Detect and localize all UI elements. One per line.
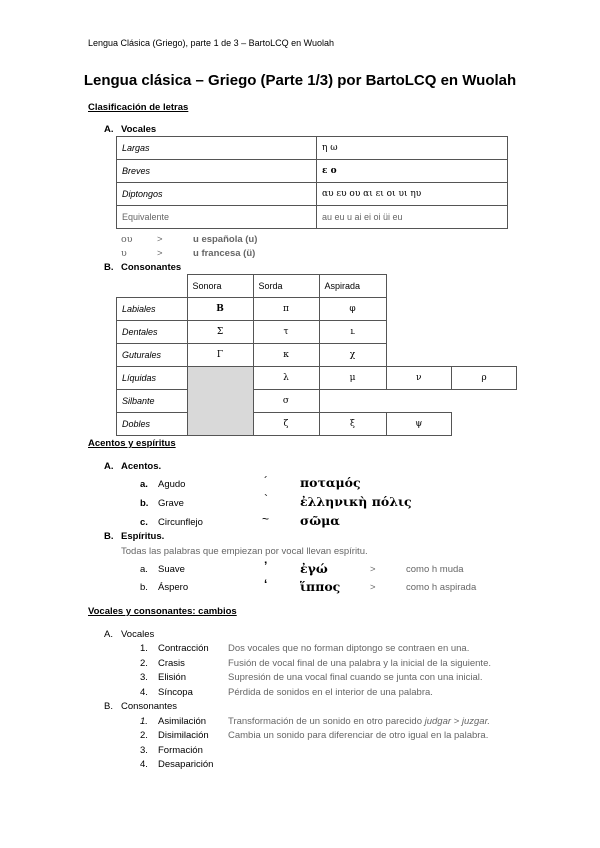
table-row bbox=[117, 298, 517, 321]
arrow: > bbox=[370, 582, 376, 593]
accent-mark: ` bbox=[264, 492, 268, 506]
change-name: Elisión bbox=[158, 672, 186, 683]
empty-cell bbox=[386, 298, 452, 321]
table-row bbox=[117, 206, 508, 229]
accent-name: Grave bbox=[158, 498, 184, 509]
letter-cell: ւ bbox=[319, 321, 386, 344]
greek-example: ποταμός bbox=[300, 475, 361, 490]
change-desc bbox=[228, 716, 490, 727]
row-label: Diptongos bbox=[117, 183, 317, 206]
spirit-mark: ’ bbox=[264, 559, 268, 573]
change-desc: Pérdida de sonidos en el interior de una palabra. bbox=[228, 687, 433, 698]
espiritus-note: Todas las palabras que empiezan por vocal llevan espíritu. bbox=[121, 546, 368, 557]
item-number: 1. bbox=[140, 643, 148, 654]
table-row bbox=[117, 344, 517, 367]
table-row bbox=[117, 413, 517, 436]
row-label: Dentales bbox=[117, 321, 188, 344]
subsection-title-espiritus: Espíritus. bbox=[121, 531, 165, 542]
running-header: Lengua Clásica (Griego), parte 1 de 3 – BartoLCQ en Wuolah bbox=[88, 38, 334, 48]
change-name: Síncopa bbox=[158, 687, 193, 698]
section-heading-cambios: Vocales y consonantes: cambios bbox=[88, 606, 237, 617]
consonantes-table bbox=[116, 274, 517, 436]
greek-example: ἵππος bbox=[300, 579, 341, 594]
arrow: > bbox=[370, 564, 376, 575]
note-text: u francesa (ü) bbox=[193, 248, 256, 259]
item-number: 1. bbox=[140, 716, 148, 727]
letter-cell: λ bbox=[253, 367, 319, 390]
empty-cell bbox=[386, 344, 452, 367]
row-value: au eu u ai ei oi üi eu bbox=[317, 206, 508, 229]
letter-cell: μ bbox=[319, 367, 386, 390]
shaded-cell bbox=[187, 367, 253, 436]
table-row bbox=[117, 367, 517, 390]
accent-name: Agudo bbox=[158, 479, 186, 490]
letter-cell: Γ bbox=[187, 344, 253, 367]
column-header: Aspirada bbox=[319, 275, 386, 298]
item-number: 3. bbox=[140, 672, 148, 683]
letter-cell: ρ bbox=[452, 367, 517, 390]
row-value: ε ο bbox=[317, 160, 508, 183]
subsection-label-b: B. bbox=[104, 531, 114, 542]
empty-cell bbox=[452, 275, 517, 298]
change-desc: Dos vocales que no forman diptongo se contraen en una. bbox=[228, 643, 470, 654]
subsection-label-b: B. bbox=[104, 701, 113, 712]
item-letter: b. bbox=[140, 498, 149, 509]
vocales-table bbox=[116, 136, 508, 229]
change-name: Disimilación bbox=[158, 730, 209, 741]
row-value: η ω bbox=[317, 137, 508, 160]
row-label: Guturales bbox=[117, 344, 188, 367]
section-heading-clasificacion: Clasificación de letras bbox=[88, 102, 189, 113]
column-header: Sorda bbox=[253, 275, 319, 298]
item-letter: a. bbox=[140, 479, 148, 490]
greek-example: ἐγώ bbox=[300, 561, 328, 576]
accent-mark: ~ bbox=[262, 512, 270, 526]
table-row bbox=[117, 160, 508, 183]
item-number: 4. bbox=[140, 687, 148, 698]
letter-cell: Σ bbox=[187, 321, 253, 344]
change-name: Crasis bbox=[158, 658, 185, 669]
accent-name: Circunflejo bbox=[158, 517, 203, 528]
change-desc: Cambia un sonido para diferenciar de otro igual en la palabra. bbox=[228, 730, 489, 741]
item-number: 4. bbox=[140, 759, 148, 770]
empty-cell bbox=[452, 390, 517, 413]
row-label: Silbante bbox=[117, 390, 188, 413]
letter-cell: φ bbox=[319, 298, 386, 321]
change-name: Formación bbox=[158, 745, 203, 756]
row-label: Líquidas bbox=[117, 367, 188, 390]
table-row bbox=[117, 137, 508, 160]
note-text: u española (u) bbox=[193, 234, 258, 245]
row-label: Largas bbox=[117, 137, 317, 160]
row-label: Breves bbox=[117, 160, 317, 183]
note-greek: υ bbox=[121, 248, 127, 259]
empty-cell bbox=[386, 275, 452, 298]
letter-cell: ζ bbox=[253, 413, 319, 436]
letter-cell: σ bbox=[253, 390, 319, 413]
subsection-title-vocales: Vocales bbox=[121, 629, 155, 640]
subsection-label-a: A. bbox=[104, 629, 113, 640]
letter-cell: ξ bbox=[319, 413, 386, 436]
change-desc-text: Transformación de un sonido en otro parecido bbox=[228, 716, 425, 727]
spirit-desc: como h muda bbox=[406, 564, 464, 575]
table-row bbox=[117, 275, 517, 298]
spirit-name: Suave bbox=[158, 564, 185, 575]
subsection-label-b: B. bbox=[104, 262, 114, 273]
section-heading-acentos: Acentos y espíritus bbox=[88, 438, 176, 449]
subsection-label-a: A. bbox=[104, 461, 114, 472]
change-desc: Fusión de vocal final de una palabra y la inicial de la siguiente. bbox=[228, 658, 491, 669]
letter-cell: ν bbox=[386, 367, 452, 390]
subsection-title-consonantes: Consonantes bbox=[121, 262, 182, 273]
empty-cell bbox=[452, 298, 517, 321]
change-name: Desaparición bbox=[158, 759, 214, 770]
subsection-title-acentos: Acentos. bbox=[121, 461, 162, 472]
change-example: judgar > juzgar. bbox=[424, 716, 491, 727]
row-label: Dobles bbox=[117, 413, 188, 436]
item-number: 2. bbox=[140, 730, 148, 741]
empty-cell bbox=[452, 344, 517, 367]
note-arrow: > bbox=[157, 248, 163, 259]
letter-cell: ψ bbox=[386, 413, 452, 436]
page-title: Lengua clásica – Griego (Parte 1/3) por BartoLCQ en Wuolah bbox=[83, 72, 517, 89]
subsection-title-consonantes: Consonantes bbox=[121, 701, 177, 712]
empty-cell bbox=[319, 390, 386, 413]
spirit-name: Áspero bbox=[158, 582, 189, 593]
row-value: αυ ευ ου αι ει οι υι ηυ bbox=[317, 183, 508, 206]
column-header: Sonora bbox=[187, 275, 253, 298]
empty-cell bbox=[386, 321, 452, 344]
empty-cell bbox=[452, 413, 517, 436]
greek-example: σῶμα bbox=[300, 513, 340, 528]
empty-cell bbox=[117, 275, 188, 298]
table-row bbox=[117, 390, 517, 413]
spirit-mark: ‘ bbox=[264, 577, 268, 591]
item-letter: b. bbox=[140, 582, 148, 593]
change-desc: Supresión de una vocal final cuando se junta con una inicial. bbox=[228, 672, 483, 683]
accent-mark: ´ bbox=[264, 474, 268, 488]
empty-cell bbox=[386, 390, 452, 413]
letter-cell: π bbox=[253, 298, 319, 321]
letter-cell: Β bbox=[187, 298, 253, 321]
item-number: 2. bbox=[140, 658, 148, 669]
greek-example: ἐλληνικὴ πόλις bbox=[300, 494, 412, 509]
change-name: Contracción bbox=[158, 643, 209, 654]
change-name: Asimilación bbox=[158, 716, 207, 727]
table-row bbox=[117, 321, 517, 344]
letter-cell: τ bbox=[253, 321, 319, 344]
row-label: Labiales bbox=[117, 298, 188, 321]
note-greek: ου bbox=[121, 234, 133, 245]
note-arrow: > bbox=[157, 234, 163, 245]
item-number: 3. bbox=[140, 745, 148, 756]
subsection-label-a: A. bbox=[104, 124, 114, 135]
row-label: Equivalente bbox=[117, 206, 317, 229]
subsection-title-vocales: Vocales bbox=[121, 124, 157, 135]
spirit-desc: como h aspirada bbox=[406, 582, 477, 593]
item-letter: a. bbox=[140, 564, 148, 575]
letter-cell: χ bbox=[319, 344, 386, 367]
empty-cell bbox=[452, 321, 517, 344]
table-row bbox=[117, 183, 508, 206]
item-letter: c. bbox=[140, 517, 148, 528]
letter-cell: κ bbox=[253, 344, 319, 367]
